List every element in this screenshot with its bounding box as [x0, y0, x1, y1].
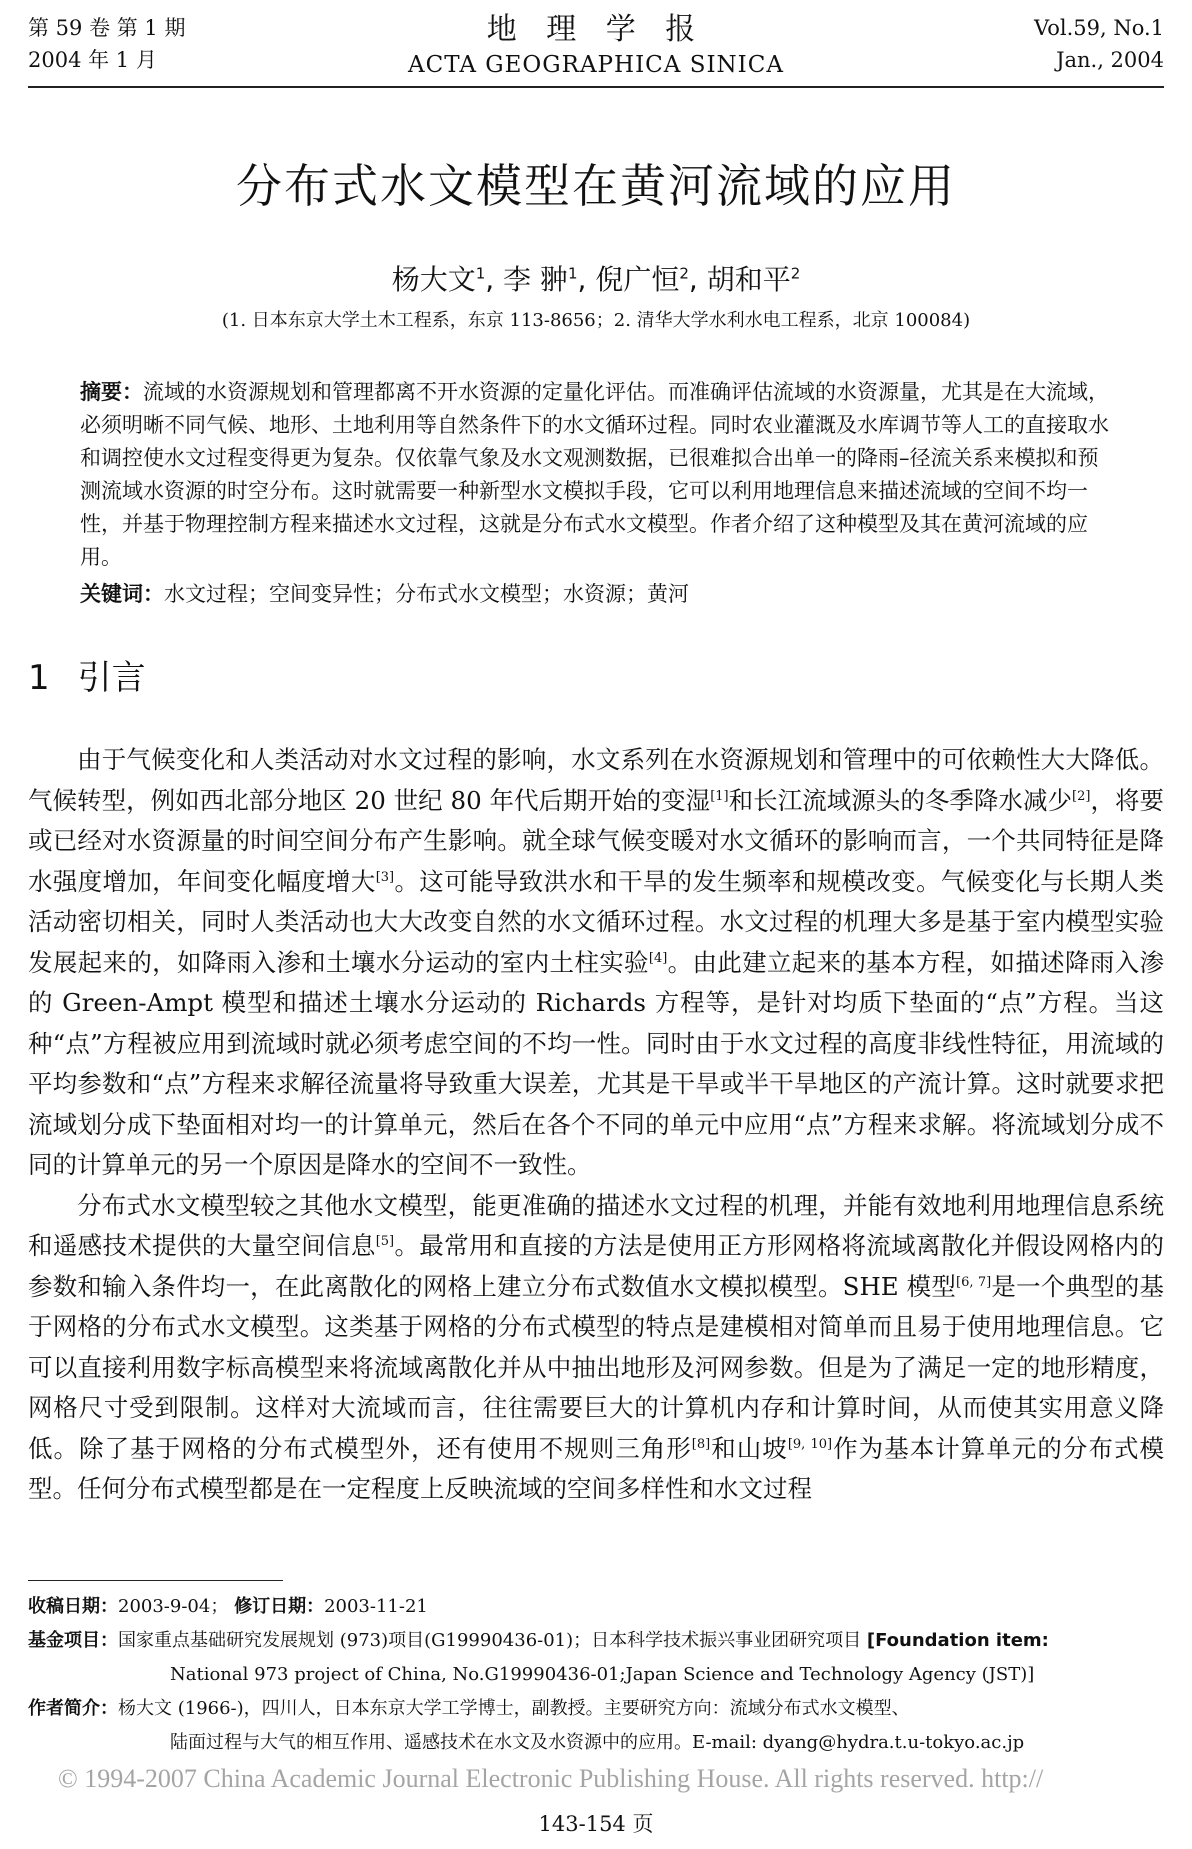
body-paragraph: [28, 1186, 1164, 1510]
author-bio-text: 杨大文 (1966-)，四川人，日本东京大学工学博士，副教授。主要研究方向：流域分布式水文模型、: [118, 1698, 910, 1719]
affiliations: (1. 日本东京大学土木工程系，东京 113-8656；2. 清华大学水利水电工程系，北京 100084): [221, 310, 971, 331]
body-text-run: 是一个典型的基于网格的分布式水文模型。这类基于网格的分布式模型的特点是建模相对简单而且易于使用地理信息。它可以直接利用数字标高模型来将流域离散化并从中抽出地形及河网参数。但是为了满足一定的地形精度，网格尺寸受到限制。这样对大流域而言，往往需要巨大的计算机内存和计算时间，从而使其实用意义降低。除了基于网格的分布式模型外，还有使用不规则三角形: [28, 1271, 1164, 1463]
body-text-run: 。这可能导致洪水和干旱的发生频率和规模改变。气候变化与长期人类活动密切相关，同时人类活动也大大改变自然的水文循环过程。水文过程的机理大多是基于室内模型实验发展起来的，如降雨入渗和土壤水分运动的室内土柱实验: [28, 866, 1165, 977]
revised-date: 2003-11-21: [324, 1596, 428, 1617]
volume-issue-en: Vol.59, No.1: [1033, 16, 1164, 40]
date-cn: 2004 年 1 月: [28, 48, 157, 72]
journal-name-cn: 地 理 学 报: [486, 12, 706, 47]
abstract-label: 摘要：: [80, 380, 143, 404]
footnotes: [28, 1590, 1164, 1760]
citation-marker: [9, 10]: [787, 1436, 833, 1452]
author-name: 倪广恒: [595, 263, 680, 296]
header-right: [1034, 12, 1164, 76]
section-number: 1: [28, 658, 50, 698]
author-bio-label: 作者简介：: [28, 1698, 118, 1719]
citation-marker: [3]: [375, 869, 395, 885]
keywords: [80, 578, 1112, 611]
citation-marker: [1]: [710, 788, 729, 804]
keywords-text: 水文过程；空间变异性；分布式水文模型；水资源；黄河: [164, 582, 689, 606]
citation-marker: [8]: [691, 1436, 711, 1452]
body-text-run: 作为基本计算单元的分布式模型。任何分布式模型都是在一定程度上反映流域的空间多样性和水文过程: [28, 1433, 1165, 1503]
body-text-run: 分布式水文模型较之其他水文模型，能更准确的描述水文过程的机理，并能有效地利用地理信息系统和遥感技术提供的大量空间信息: [28, 1190, 1164, 1260]
received-date: 2003-9-04: [118, 1596, 211, 1617]
body-text-run: 和长江流域源头的冬季降水减少: [728, 785, 1073, 815]
copyright-watermark: © 1994-2007 China Academic Journal Electronic Publishing House. All rights reserved. http://: [58, 1764, 1044, 1793]
footnote-rule: [28, 1580, 283, 1581]
citation-marker: [6, 7]: [956, 1274, 992, 1290]
author-bio-continued: 陆面过程与大气的相互作用、遥感技术在水文及水资源中的应用。E-mail: dyang@hydra.t.u-tokyo.ac.jp: [170, 1732, 1025, 1753]
section-title: 引言: [77, 658, 146, 698]
author-affiliation-mark: 2: [790, 264, 801, 283]
body-text: [28, 740, 1164, 1510]
author-affiliation-mark: 1: [475, 264, 486, 283]
paper-title: 分布式水文模型在黄河流域的应用: [236, 159, 956, 213]
date-en: Jan., 2004: [1056, 48, 1164, 72]
author-name: 李 翀: [503, 263, 568, 296]
funding-label: 基金项目：: [28, 1630, 118, 1651]
page-range: 143-154 页: [538, 1812, 654, 1836]
author-affiliation-mark: 2: [679, 264, 689, 283]
abstract: [80, 376, 1112, 574]
author-name: 胡和平: [706, 263, 791, 296]
revised-label: 修订日期：: [234, 1596, 325, 1617]
body-text-run: 由于气候变化和人类活动对水文过程的影响，水文系列在水资源规划和管理中的可依赖性大大降低。气候转型，例如西北部分地区 20 世纪 80 年代后期开始的变湿: [28, 745, 1164, 815]
header-rule: [28, 86, 1164, 88]
funding-text: 国家重点基础研究发展规划 (973)项目(G19990436-01)；日本科学技术振兴事业团研究项目: [118, 1630, 867, 1651]
author-list: 杨大文$^1$, 李 翀$^1$, 倪广恒$^2$, 胡和平$^2$: [391, 263, 801, 296]
received-label: 收稿日期：: [28, 1596, 118, 1617]
author-affiliation-mark: 1: [567, 264, 578, 283]
funding-en-text: National 973 project of China, No.G19990436-01;Japan Science and Technology Agency (JST)]: [170, 1664, 1035, 1685]
keywords-label: 关键词：: [80, 582, 164, 606]
citation-marker: [4]: [648, 950, 668, 966]
section-heading: [28, 650, 146, 699]
volume-issue-cn: 第 59 卷 第 1 期: [28, 16, 186, 40]
body-paragraph: [28, 740, 1164, 1186]
citation-marker: [2]: [1072, 788, 1091, 804]
funding-en-label: [Foundation item:: [866, 1630, 1049, 1651]
abstract-text: 流域的水资源规划和管理都离不开水资源的定量化评估。而准确评估流域的水资源量，尤其是在大流域，必须明晰不同气候、地形、土地利用等自然条件下的水文循环过程。同时农业灌溉及水库调节等人工的直接取水和调控使水文过程变得更为复杂。仅依靠气象及水文观测数据，已很难拟合出单一的降雨–径流关系来模拟和预测流域水资源的时空分布。这时就需要一种新型水文模拟手段，它可以利用地理信息来描述流域的空间不均一性，并基于物理控制方程来描述水文过程，这就是分布式水文模型。作者介绍了这种模型及其在黄河流域的应用。: [80, 380, 1109, 569]
header-center: [0, 12, 1192, 82]
body-text-run: 和山坡: [710, 1433, 788, 1463]
footnote-dates: 收稿日期：2003-9-04； 修订日期：2003-11-21: [28, 1596, 428, 1617]
footnote-author: [28, 1692, 1164, 1726]
footnote-funding: [28, 1624, 1164, 1658]
journal-name-en: ACTA GEOGRAPHICA SINICA: [408, 52, 784, 78]
author-name: 杨大文: [391, 263, 476, 296]
body-text-run: ，将要或已经对水资源量的时间空间分布产生影响。就全球气候变暖对水文循环的影响而言，一个共同特征是降水强度增加，年间变化幅度增大: [28, 785, 1165, 896]
body-text-run: 。由此建立起来的基本方程，如描述降雨入渗的 Green-Ampt 模型和描述土壤水分运动的 Richards 方程等，是针对均质下垫面的“点”方程。当这种“点”方程被应用到流域时就必须考虑空间的不均一性。同时由于水文过程的高度非线性特征，用流域的平均参数和“点”方程来求解径流量将导致重大误差，尤其是干旱或半干旱地区的产流计算。这时就要求把流域划分成下垫面相对均一的计算单元，然后在各个不同的单元中应用“点”方程来求解。将流域划分成不同的计算单元的另一个原因是降水的空间不一致性。: [28, 947, 1164, 1179]
citation-marker: [5]: [375, 1233, 395, 1249]
body-text-run: 。最常用和直接的方法是使用正方形网格将流域离散化并假设网格内的参数和输入条件均一，在此离散化的网格上建立分布式数值水文模拟模型。SHE 模型: [28, 1231, 1165, 1301]
